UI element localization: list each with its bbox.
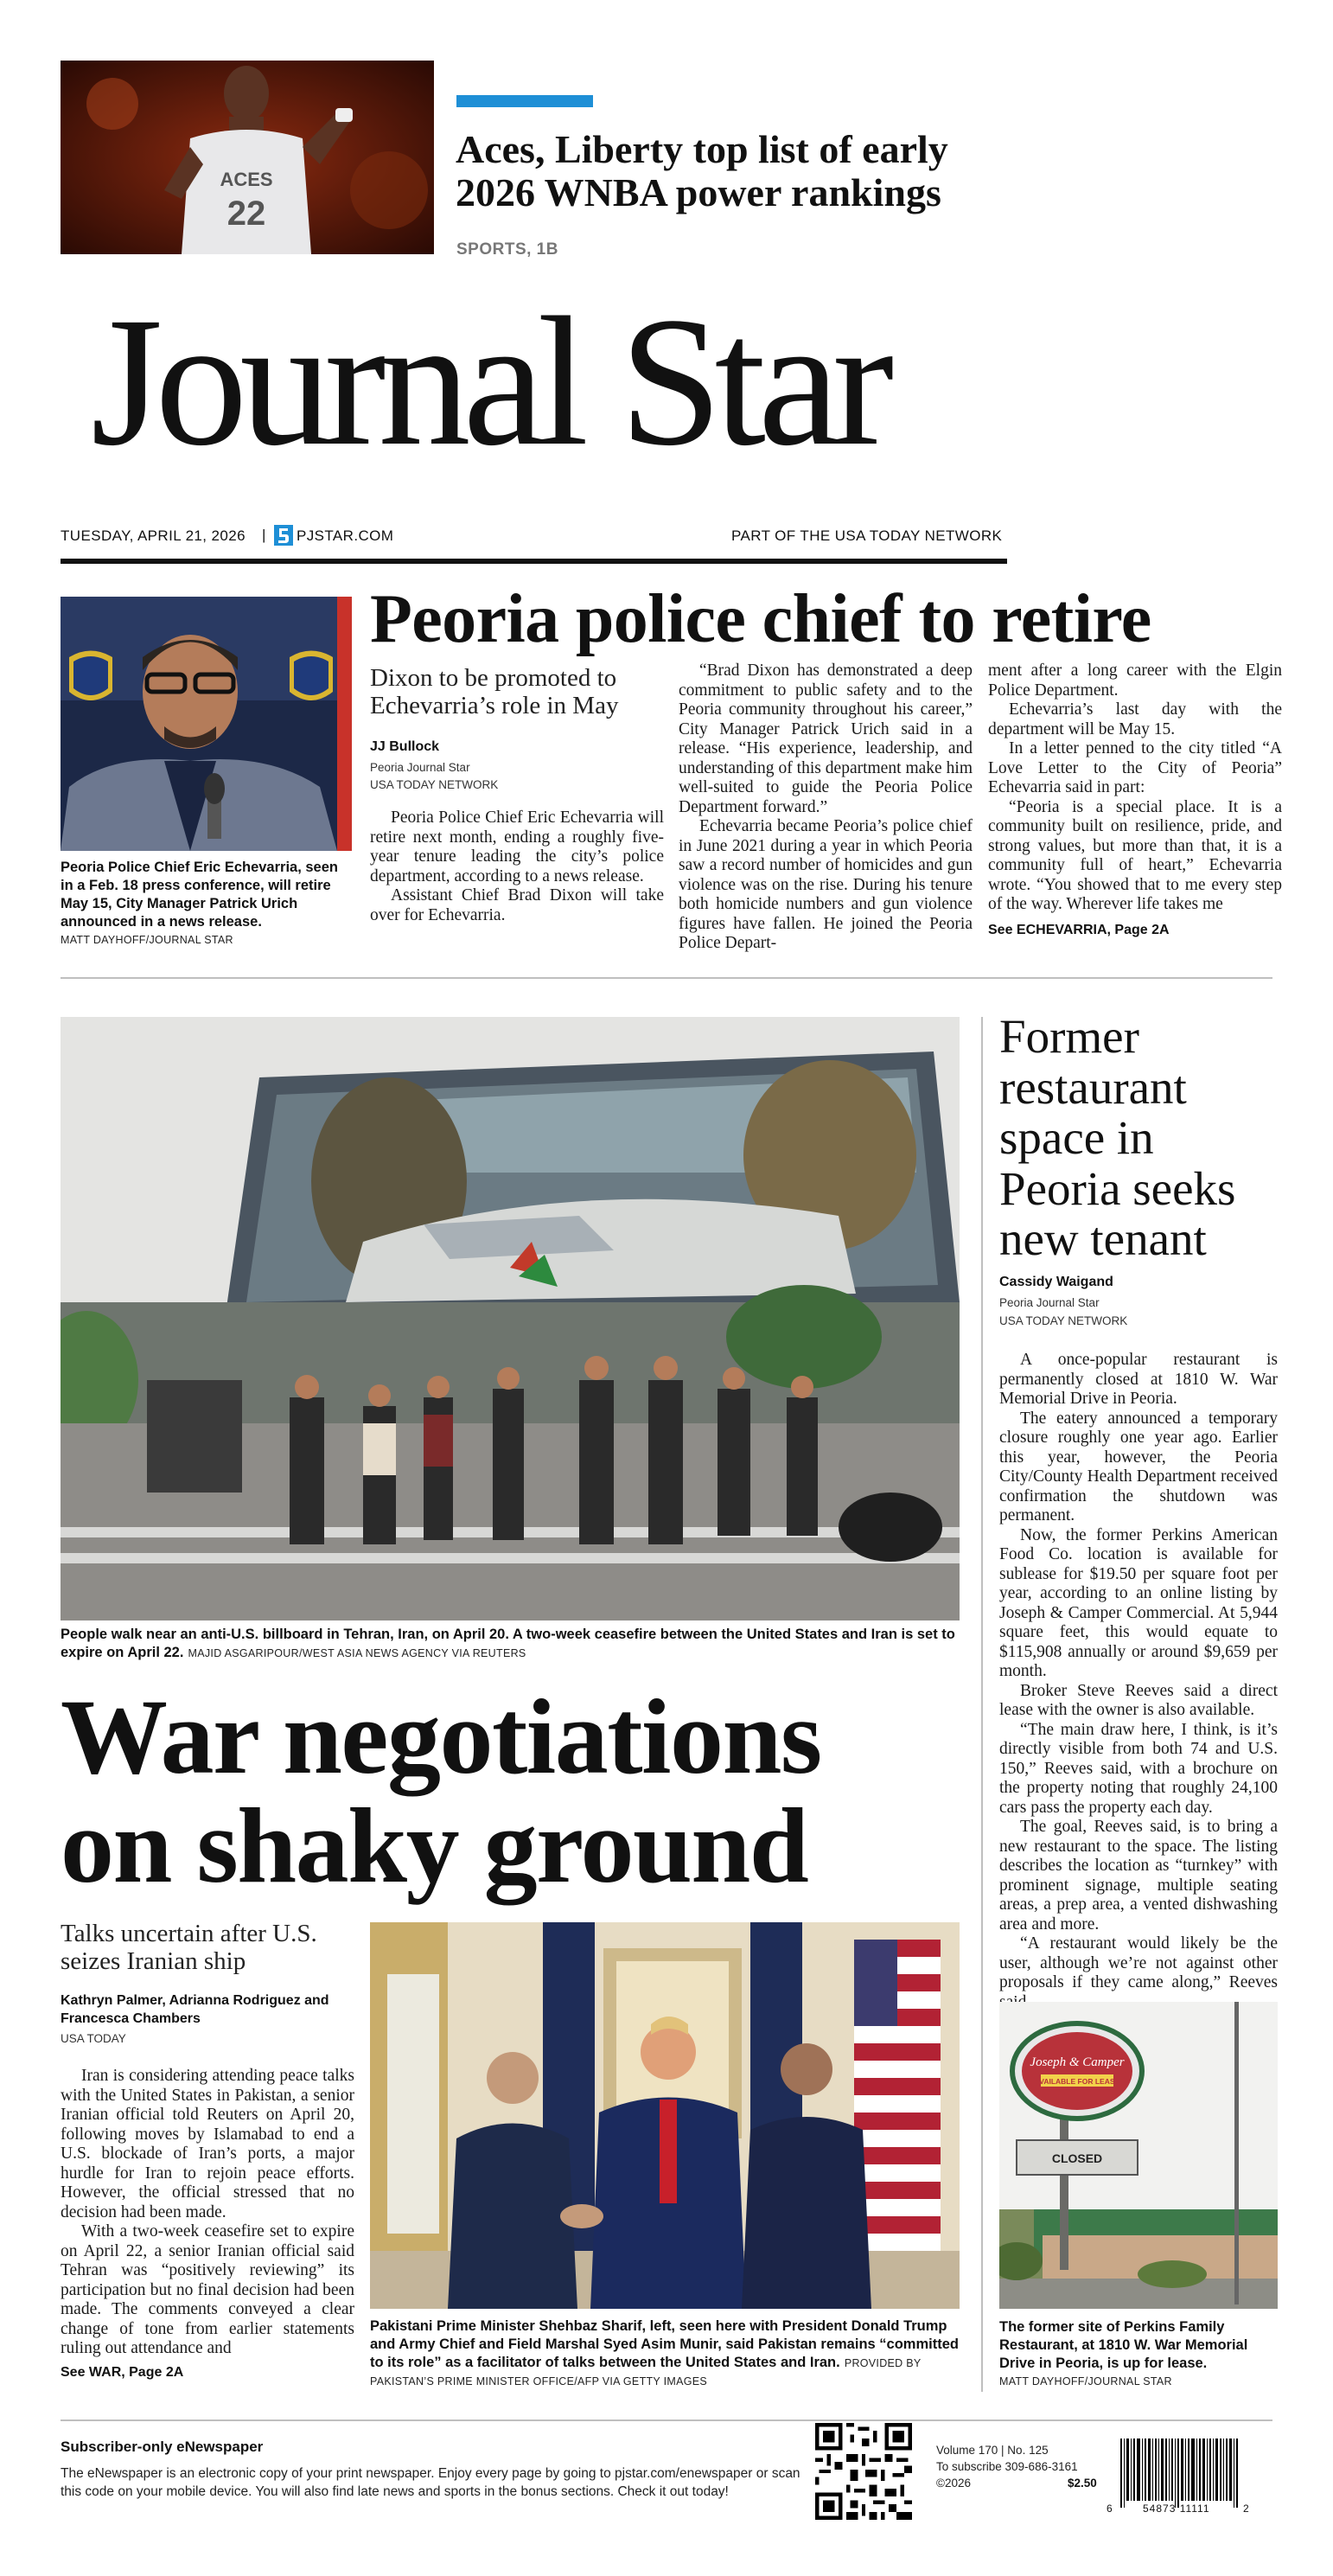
paragraph: Echevarria’s last day with the department will be May 15. [988, 700, 1282, 738]
section-divider [61, 977, 1272, 979]
footer-subscribe: To subscribe 309-686-3161 [936, 2460, 1078, 2473]
war-deck: Talks uncertain after U.S. seizes Iranian ship [61, 1920, 317, 1975]
war-photo-credit: MAJID ASGARIPOUR/WEST ASIA NEWS AGENCY VIA REUTERS [188, 1647, 526, 1659]
leaders-photo-caption: Pakistani Prime Minister Shehbaz Sharif, left, seen here with President Donald Trump and Army Chief and Field Marshal Syed Asim Munir, said Pakistan remains “committed to its role” as a facilitator of talks between the United States and Iran. [370, 2318, 959, 2370]
paragraph: ment after a long career with the Elgin Police Department. [988, 662, 1282, 700]
restaurant-byline: Cassidy Waigand [999, 1275, 1113, 1289]
war-headline-line2[interactable]: on shaky ground [61, 1787, 808, 1905]
leaders-photo-caption-block [370, 2317, 960, 2388]
paragraph: “The main draw here, I think, is it’s directly visible from both 74 and U.S. 150,” Reeves said, with a brochure on the property noting that roughly 24,100 cars pass the property each day. [999, 1720, 1278, 1817]
leaders-photo-credit: PROVIDED BY PAKISTAN’S PRIME MINISTER OFFICE/AFP VIA GETTY IMAGES [370, 2357, 922, 2387]
lease-sign-subtext: AVAILABLE FOR LEASE [1034, 2077, 1120, 2086]
police-col1 [370, 809, 664, 925]
jersey-number: 22 [226, 195, 266, 233]
masthead-network: PART OF THE USA TODAY NETWORK [731, 527, 1003, 544]
closed-sign-text: CLOSED [1051, 2151, 1103, 2165]
paragraph: Now, the former Perkins American Food Co. location is available for sublease for $19.50 per square foot per year, according to an online listing by Joseph & Camper Commercial. At 5,944 square feet, this would equate to $115,908 annually or around $9,659 per month. [999, 1525, 1278, 1680]
paragraph: With a two-week ceasefire set to expire on April 22, a senior Iranian official said Tehran was “positively reviewing” its participation but no final decision had been made. The comments conveyed a clear change of tone from earlier statements ruling out attendance and [61, 2222, 354, 2357]
police-col3 [988, 662, 1282, 915]
footer-volume: Volume 170 | No. 125 [936, 2444, 1049, 2457]
footer-title: Subscriber-only eNewspaper [61, 2439, 264, 2455]
police-col2 [679, 662, 973, 954]
paragraph: A once-popular restaurant is permanently closed at 1810 W. War Memorial Drive in Peoria. [999, 1351, 1278, 1408]
jersey-name: ACES [220, 169, 273, 190]
teaser-section[interactable]: SPORTS, 1B [456, 240, 558, 259]
paragraph: Iran is considering attending peace talks with the United States in Pakistan, a senior Iranian official told Reuters on April 20, following moves by Islamabad to end a U.S. blockade of Iran’s ports, a major hurdle for Iran to rejoin peace efforts. However, the official stressed that no decision had been made. [61, 2067, 354, 2221]
barcode-digit-left: 6 [1107, 2502, 1113, 2515]
lease-sign-text: Joseph & Camper [1030, 2055, 1125, 2069]
paragraph: Broker Steve Reeves said a direct lease with the owner is also available. [999, 1681, 1278, 1719]
barcode [1107, 2439, 1249, 2518]
masthead-title[interactable]: Journal Star [91, 279, 887, 484]
war-photo-caption-block [61, 1626, 960, 1662]
teaser-headline[interactable]: Aces, Liberty top list of early 2026 WNBA power rankings [456, 127, 948, 214]
qr-code-icon[interactable] [815, 2423, 912, 2520]
police-byline-org1: Peoria Journal Star [370, 761, 470, 774]
paragraph: Peoria Police Chief Eric Echevarria will retire next month, ending a roughly five-year tenure leading the city’s police department, according to a news release. [370, 809, 664, 885]
teaser-accent-bar [456, 95, 593, 107]
police-photo-credit: MATT DAYHOFF/JOURNAL STAR [61, 934, 233, 946]
police-byline: JJ Bullock [370, 739, 440, 754]
war-photo-caption: People walk near an anti-U.S. billboard in Tehran, Iran, on April 20. A two-week ceasefire between the United States and Iran is set to expire on April 22. [61, 1627, 955, 1660]
paragraph: Echevarria became Peoria’s police chief in June 2021 during a year in which Peoria saw a record number of homicides and gun violence was on the rise. During his tenure both homicide numbers and gun violence figures have fallen. He joined the Peoria Police Depart- [679, 817, 973, 952]
war-jump-link[interactable]: See WAR, Page 2A [61, 2365, 184, 2380]
police-byline-org2: USA TODAY NETWORK [370, 778, 499, 791]
footer-text: The eNewspaper is an electronic copy of your print newspaper. Enjoy every page by going to pjstar.com/enewspaper or scan this code on your mobile device. You will also find late news and sports in the bonus sections. Check it out today! [61, 2466, 800, 2499]
barcode-digits: 54873 11111 [1143, 2502, 1210, 2515]
barcode-digit-right: 2 [1243, 2502, 1249, 2515]
paragraph: Assistant Chief Brad Dixon will take over for Echevarria. [370, 886, 664, 924]
footer-copyright: ©2026 [936, 2477, 971, 2490]
leaders-photo[interactable] [370, 1922, 960, 2309]
paragraph: In a letter penned to the city titled “A Love Letter to the City of Peoria” Echevarria said in part: [988, 739, 1282, 796]
police-chief-photo[interactable] [61, 597, 352, 851]
paragraph: The eatery announced a temporary closure roughly one year ago. Earlier this year, however, the Peoria City/County Health Department received confirmation the shutdown was permanent. [999, 1409, 1278, 1525]
restaurant-photo-caption: The former site of Perkins Family Restaurant, at 1810 W. War Memorial Drive in Peoria, is up for lease. [999, 2319, 1248, 2371]
war-byline-org: USA TODAY [61, 2032, 126, 2045]
restaurant-byline-org1: Peoria Journal Star [999, 1296, 1100, 1309]
tehran-billboard-photo[interactable] [61, 1017, 960, 1620]
police-headline[interactable]: Peoria police chief to retire [370, 581, 1151, 657]
masthead-rule [61, 559, 1007, 564]
war-byline: Kathryn Palmer, Adrianna Rodriguez and Francesca Chambers [61, 1993, 329, 2026]
masthead-website[interactable]: PJSTAR.COM [297, 527, 394, 544]
police-jump-link[interactable]: See ECHEVARRIA, Page 2A [988, 923, 1170, 937]
paragraph: “Brad Dixon has demonstrated a deep commitment to public safety and to the Peoria community throughout his career,” City Manager Patrick Urich said in a release. “His experience, leadership, and understanding of this department make him well-suited to guide the Peoria Police Department forward.” [679, 662, 973, 816]
column-rule [981, 1017, 983, 2392]
usa-today-logo-icon [274, 525, 293, 546]
teaser-photo[interactable] [61, 61, 434, 254]
masthead-date: TUESDAY, APRIL 21, 2026 [61, 527, 246, 544]
war-headline-line1[interactable]: War negotiations [61, 1678, 821, 1796]
footer-divider [61, 2419, 1272, 2421]
war-body [61, 2067, 354, 2359]
restaurant-body [999, 1351, 1278, 2012]
footer-price: $2.50 [1068, 2477, 1097, 2490]
police-photo-caption: Peoria Police Chief Eric Echevarria, seen in a Feb. 18 press conference, will retire May 15, City Manager Patrick Urich announced in a news release. [61, 860, 338, 930]
paragraph: “Peoria is a special place. It is a community built on resilience, pride, and strong values, but more than that, it is a community full of heart,” Echevarria wrote. “You showed that to me every step of the way. Wherever life takes me [988, 797, 1282, 913]
restaurant-photo[interactable] [999, 2002, 1278, 2309]
restaurant-photo-credit: MATT DAYHOFF/JOURNAL STAR [999, 2375, 1172, 2387]
restaurant-byline-org2: USA TODAY NETWORK [999, 1314, 1128, 1327]
masthead-separator: | [262, 527, 266, 543]
police-deck: Dixon to be promoted to Echevarria’s role in May [370, 664, 619, 719]
paragraph: “A restaurant would likely be the user, although we’re not against other proposals if they came along,” Reeves [999, 1934, 1278, 1991]
paragraph: The goal, Reeves said, is to bring a new restaurant to the space. The listing describes the location as “turnkey” with prominent signage, multiple seating areas, a prep area, a vented dishwashing area and more. [999, 1818, 1278, 1934]
restaurant-headline[interactable]: Former restaurant space in Peoria seeks new tenant [999, 1010, 1236, 1265]
